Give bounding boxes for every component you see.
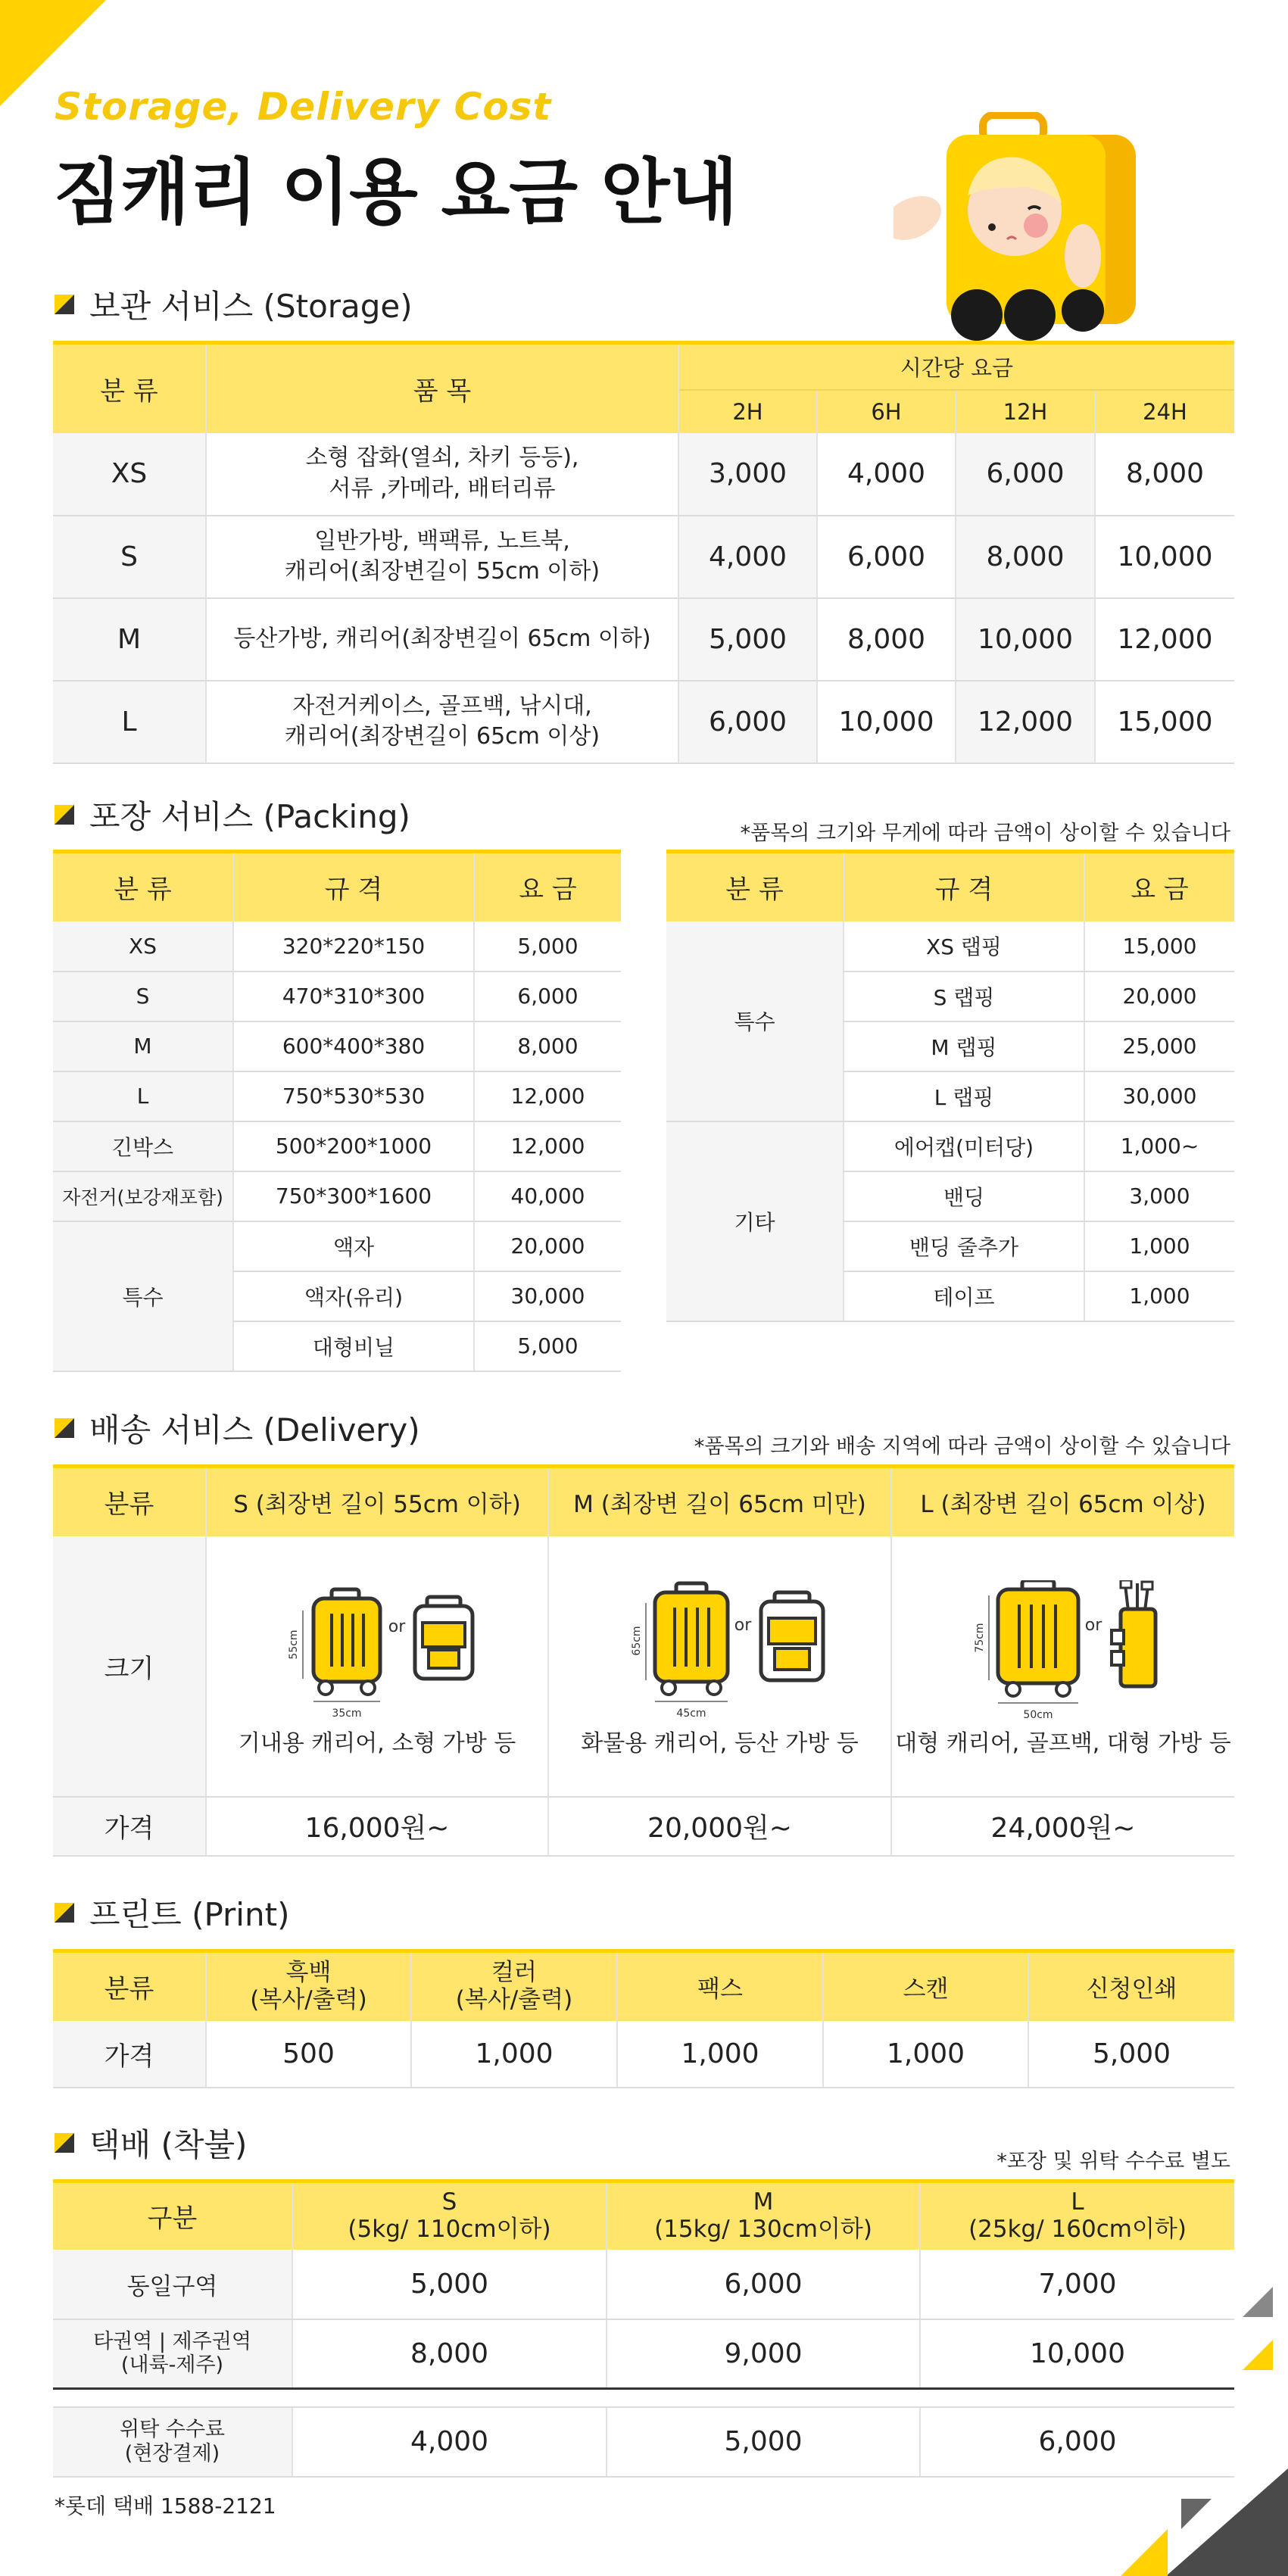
packing-spec: XS 랩핑 [844,922,1084,971]
parcel-col-sublabel: (15kg/ 130cm이하) [654,2215,872,2243]
parcel-row-label: 위탁 수수료 [120,2418,225,2442]
print-col-sublabel: (복사/출력) [455,1985,573,2013]
delivery-size-m-desc: 화물용 캐리어, 등산 가방 등 [581,1729,859,1757]
parcel-col-label: S [441,2188,457,2216]
parcel-price: 7,000 [920,2250,1234,2319]
storage-items [206,516,678,598]
parcel-price: 9,000 [607,2319,920,2389]
storage-price: 10,000 [1095,516,1234,598]
storage-row [53,516,1234,598]
storage-price: 6,000 [678,681,817,763]
parcel-row-same-zone: 동일구역 [53,2250,292,2319]
print-row-price: 가격 [53,2021,206,2088]
packing-table-left [53,850,621,1372]
storage-price: 6,000 [817,516,956,598]
print-section-title: 프린트 (Print) [89,1896,290,1933]
storage-price: 6,000 [956,433,1095,516]
page-subtitle: Storage, Delivery Cost [55,85,552,129]
packing-price: 30,000 [474,1271,621,1321]
packing-spec: 320*220*150 [233,922,474,971]
packing-note: *품목의 크기와 무게에 따라 금액이 상이할 수 있습니다 [740,822,1230,845]
parcel-price: 10,000 [920,2319,1234,2389]
storage-item-line: 캐리어(최장변길이 65cm 이상) [284,723,600,750]
print-col-sublabel: (복사/출력) [250,1985,367,2013]
storage-price: 4,000 [678,516,817,598]
height-dimension-label: 65cm [630,1626,643,1656]
print-col-label: 흑백 [285,1959,332,1987]
delivery-price-m: 20,000원~ [548,1797,891,1856]
packing-spec: 470*310*300 [233,971,474,1021]
print-section-heading [55,1890,289,1935]
print-price: 1,000 [617,2021,823,2088]
storage-row [53,681,1234,763]
delivery-price-l: 24,000원~ [891,1797,1234,1856]
storage-col-items: 품 목 [206,343,678,433]
packing-cat: M [53,1021,233,1071]
print-price: 5,000 [1028,2021,1234,2088]
delivery-col-m: M (최장변 길이 65cm 미만) [548,1467,891,1536]
or-label: or [734,1615,751,1635]
packing-cat: 자전거(보강재포함) [53,1171,233,1221]
storage-price: 12,000 [956,681,1095,763]
section-marker-icon [55,295,74,314]
packing-price: 30,000 [1084,1071,1234,1121]
storage-col-category: 분 류 [53,343,206,433]
packing-cat-special: 특수 [666,922,844,1121]
packing-cat-special: 특수 [53,1221,233,1371]
storage-price: 8,000 [956,516,1095,598]
parcel-col-m [607,2181,920,2250]
corner-decoration-right-1 [1243,2287,1273,2317]
or-label: or [1084,1615,1102,1635]
packing-spec: 750*300*1600 [233,1171,474,1221]
print-col-category: 분류 [53,1951,206,2021]
delivery-size-l-desc: 대형 캐리어, 골프백, 대형 가방 등 [895,1729,1231,1757]
delivery-col-category: 분류 [53,1467,206,1536]
or-label: or [388,1617,406,1636]
packing-col-category: 분 류 [53,852,233,922]
width-dimension-label: 50cm [1023,1708,1053,1721]
section-marker-icon [55,2133,74,2153]
packing-cat: L [53,1071,233,1121]
packing-spec: 밴딩 줄추가 [844,1221,1084,1271]
packing-table-right [666,850,1234,1322]
delivery-size-s-cell [206,1536,548,1797]
packing-price: 1,000 [1084,1271,1234,1321]
delivery-price-s: 16,000원~ [206,1797,548,1856]
packing-cat: 긴박스 [53,1121,233,1171]
corner-decoration-right-2 [1243,2340,1273,2370]
packing-price: 12,000 [474,1121,621,1171]
packing-col-spec: 규 격 [844,852,1084,922]
storage-price: 8,000 [1095,433,1234,516]
packing-price: 20,000 [1084,971,1234,1021]
storage-items [206,681,678,763]
packing-cat-etc: 기타 [666,1121,844,1321]
packing-spec: 대형비닐 [233,1321,474,1371]
packing-price: 12,000 [474,1071,621,1121]
packing-spec: S 랩핑 [844,971,1084,1021]
parcel-col-sublabel: (25kg/ 160cm이하) [968,2215,1187,2243]
storage-hour-6h: 6H [817,390,956,433]
storage-price: 12,000 [1095,598,1234,681]
storage-items [206,433,678,516]
packing-spec: 액자 [233,1221,474,1271]
packing-price: 40,000 [474,1171,621,1221]
parcel-row-other-zone [53,2319,292,2389]
carrier-and-backpack-icon [607,1580,834,1724]
storage-price: 15,000 [1095,681,1234,763]
parcel-price: 8,000 [292,2319,607,2389]
storage-cat: S [53,516,206,598]
print-col-color [411,1951,617,2021]
parcel-price: 6,000 [920,2407,1234,2477]
storage-price: 10,000 [817,681,956,763]
packing-price: 6,000 [474,971,621,1021]
parcel-note: *포장 및 위탁 수수료 별도 [996,2150,1230,2173]
packing-spec: 액자(유리) [233,1271,474,1321]
parcel-footer-note: *롯데 택배 1588-2121 [55,2493,276,2518]
packing-price: 8,000 [474,1021,621,1071]
parcel-col-s [292,2181,607,2250]
width-dimension-label: 45cm [675,1707,706,1720]
packing-spec: 밴딩 [844,1171,1084,1221]
parcel-col-category: 구분 [53,2181,292,2250]
carrier-and-backpack-icon [264,1580,491,1724]
section-marker-icon [55,1903,74,1923]
print-col-fax: 팩스 [617,1951,823,2021]
delivery-section-title: 배송 서비스 (Delivery) [89,1411,420,1449]
parcel-row-commission [53,2407,292,2477]
storage-item-line: 소형 잡화(열쇠, 차키 등등), [305,444,579,471]
storage-price: 4,000 [817,433,956,516]
storage-price: 10,000 [956,598,1095,681]
packing-section-title: 포장 서비스 (Packing) [89,798,410,835]
mascot-suitcase-illustration [893,112,1143,347]
storage-table [53,341,1234,764]
delivery-size-m-cell [548,1536,891,1797]
packing-price: 5,000 [474,1321,621,1371]
storage-item-line: 등산가방, 캐리어(최장변길이 65cm 이하) [233,625,651,652]
carrier-and-golfbag-icon [950,1580,1177,1724]
parcel-row-sublabel: (현장결제) [124,2441,220,2465]
packing-col-price: 요 금 [1084,852,1234,922]
packing-section-heading [55,792,410,837]
storage-row [53,598,1234,681]
storage-item-line: 서류 ,카메라, 배터리류 [329,475,556,502]
delivery-col-l: L (최장변 길이 65cm 이상) [891,1467,1234,1536]
parcel-section-heading [55,2120,247,2166]
storage-col-hourly: 시간당 요금 [678,343,1234,390]
delivery-table [53,1464,1234,1857]
print-price: 1,000 [823,2021,1028,2088]
storage-cat: M [53,598,206,681]
parcel-price: 6,000 [607,2250,920,2319]
packing-price: 1,000 [1084,1221,1234,1271]
section-marker-icon [55,1418,74,1438]
parcel-row-label: 타권역 | 제주권역 [93,2330,251,2354]
storage-cat: XS [53,433,206,516]
packing-spec: 750*530*530 [233,1071,474,1121]
storage-price: 5,000 [678,598,817,681]
packing-price: 3,000 [1084,1171,1234,1221]
delivery-col-s: S (최장변 길이 55cm 이하) [206,1467,548,1536]
packing-col-price: 요 금 [474,852,621,922]
packing-price: 5,000 [474,922,621,971]
corner-decoration-right-5 [1121,2529,1168,2576]
section-marker-icon [55,805,74,825]
packing-spec: 600*400*380 [233,1021,474,1071]
print-price: 1,000 [411,2021,617,2088]
storage-item-line: 캐리어(최장변길이 55cm 이하) [284,558,600,585]
delivery-note: *품목의 크기와 배송 지역에 따라 금액이 상이할 수 있습니다 [694,1435,1230,1458]
page-title: 짐캐리 이용 요금 안내 [53,151,738,234]
storage-hour-12h: 12H [956,390,1095,433]
print-col-bw [206,1951,411,2021]
delivery-row-price: 가격 [53,1797,206,1856]
storage-hour-2h: 2H [678,390,817,433]
print-table [53,1949,1234,2088]
storage-price: 3,000 [678,433,817,516]
packing-price: 15,000 [1084,922,1234,971]
parcel-table [53,2179,1234,2478]
delivery-size-l-cell [891,1536,1234,1797]
packing-spec: M 랩핑 [844,1021,1084,1071]
packing-spec: 500*200*1000 [233,1121,474,1171]
parcel-col-label: L [1071,2188,1084,2216]
storage-item-line: 자전거케이스, 골프백, 낚시대, [292,692,592,719]
delivery-section-heading [55,1405,420,1451]
height-dimension-label: 75cm [974,1623,986,1653]
delivery-row-size: 크기 [53,1536,206,1797]
storage-hour-24h: 24H [1095,390,1234,433]
parcel-col-sublabel: (5kg/ 110cm이하) [348,2215,551,2243]
parcel-price: 5,000 [607,2407,920,2477]
packing-price: 1,000~ [1084,1121,1234,1171]
corner-decoration-right-4 [1181,2499,1212,2529]
parcel-price: 4,000 [292,2407,607,2477]
storage-price: 8,000 [817,598,956,681]
storage-items [206,598,678,681]
print-col-scan: 스캔 [823,1951,1028,2021]
storage-row [53,433,1234,516]
print-price: 500 [206,2021,411,2088]
packing-spec: L 랩핑 [844,1071,1084,1121]
packing-price: 25,000 [1084,1021,1234,1071]
storage-section-heading [55,282,413,327]
parcel-price: 5,000 [292,2250,607,2319]
delivery-size-s-desc: 기내용 캐리어, 소형 가방 등 [238,1729,516,1757]
parcel-col-label: M [753,2188,774,2216]
parcel-row-sublabel: (내륙-제주) [120,2353,224,2378]
parcel-col-l [920,2181,1234,2250]
packing-col-spec: 규 격 [233,852,474,922]
print-col-request: 신청인쇄 [1028,1951,1234,2021]
print-col-label: 컬러 [491,1959,537,1987]
storage-cat: L [53,681,206,763]
width-dimension-label: 35cm [332,1707,362,1720]
storage-section-title: 보관 서비스 (Storage) [89,288,413,325]
packing-cat: S [53,971,233,1021]
packing-price: 20,000 [474,1221,621,1271]
packing-col-category: 분 류 [666,852,844,922]
storage-item-line: 일반가방, 백팩류, 노트북, [314,527,570,554]
height-dimension-label: 55cm [288,1629,300,1660]
parcel-section-title: 택배 (착불) [89,2126,248,2163]
packing-spec: 에어캡(미터당) [844,1121,1084,1171]
packing-spec: 테이프 [844,1271,1084,1321]
packing-cat: XS [53,922,233,971]
